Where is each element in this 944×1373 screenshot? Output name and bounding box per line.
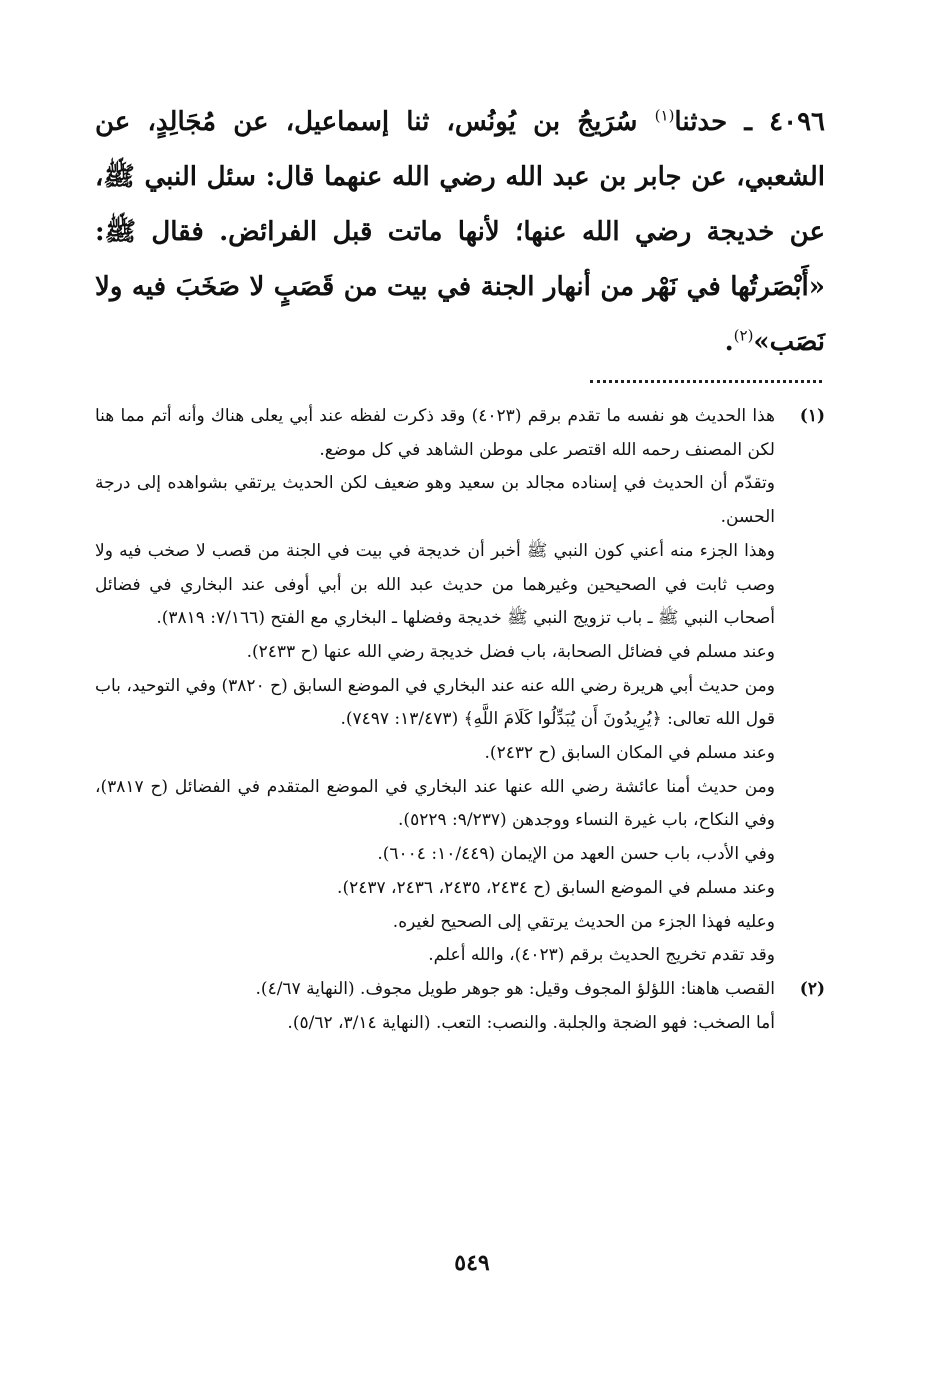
footnote-separator (590, 380, 822, 383)
footnote-1-paragraph: وهذا الجزء منه أعني كون النبي ﷺ أخبر أن خديجة في بيت في الجنة من قصب لا صخب فيه ولا وصب ثابت في الصحيحين وغيرهما من حديث عبد الله بن أبي أوفى عند البخاري في فضائل أصحاب النبي ﷺ ـ باب تزويج النبي ﷺ خديجة وفضلها ـ البخاري مع الفتح (٧/١٦٦: ٣٨١٩). (95, 540, 775, 629)
footnote-2-paragraph: القصب هاهنا: اللؤلؤ المجوف وقيل: هو جوهر طويل مجوف. (النهاية ٤/٦٧). (255, 978, 775, 999)
footnotes (95, 400, 825, 1040)
footnote-1-paragraph: وعند مسلم في المكان السابق (ح ٢٤٣٢). (484, 743, 775, 764)
hadith-dash: ـ (744, 107, 752, 137)
footnote-1-paragraph: وفي الأدب، باب حسن العهد من الإيمان (١٠/٤٤٩: ٦٠٠٤). (377, 844, 775, 865)
hadith-number: ٤٠٩٦ (769, 107, 826, 137)
footnote-1-paragraph: هذا الحديث هو نفسه ما تقدم برقم (٤٠٢٣) وقد ذكرت لفظه عند أبي يعلى هناك وأنه أتم مما هنا لكن المصنف رحمه الله اقتصر على موطن الشاهد في كل موضع. (95, 406, 775, 460)
footnote-1-paragraph: وعند مسلم في فضائل الصحابة، باب فضل خديجة رضي الله عنها (ح ٢٤٣٣). (246, 641, 775, 662)
footnote-2 (95, 973, 825, 1040)
footnote-2-marker: (٢) (799, 978, 825, 999)
hadith-body: سُرَيجُ بن يُونُس، ثنا إسماعيل، عن مُجَالِدٍ، عن الشعبي، عن جابر بن عبد الله رضي الله عنهما قال: سئل النبي ﷺ، عن خديجة رضي الله عنها؛ لأنها ماتت قبل الفرائض. فقال ﷺ: «أَبْصَرتُها في نَهْر من أنهار الجنة في بيت من قَصَبٍ لا صَخَبَ فيه ولا نَصَب» (95, 107, 825, 357)
hadith-text (95, 95, 825, 370)
footnote-1-paragraph: ومن حديث أبي هريرة رضي الله عنه عند البخاري في الموضع السابق (ح ٣٨٢٠) وفي التوحيد، باب قول الله تعالى: ﴿يُرِيدُونَ أَن يُبَدِّلُوا كَلَامَ اللَّهِ﴾ (١٣/٤٧٣: ٧٤٩٧). (95, 675, 775, 730)
hadith-opening: حدثنا (674, 107, 728, 137)
footnote-1-marker: (١) (799, 406, 825, 426)
footnote-1-paragraph: وعليه فهذا الجزء من الحديث يرتقي إلى الصحيح لغيره. (392, 911, 775, 932)
footnote-1-paragraph: وعند مسلم في الموضع السابق (ح ٢٤٣٤، ٢٤٣٥، ٢٤٣٦، ٢٤٣٧). (337, 877, 775, 898)
footnote-1-paragraph: وقد تقدم تخريج الحديث برقم (٤٠٢٣)، والله أعلم. (428, 945, 775, 966)
hadith-end: . (724, 327, 734, 357)
footnote-1 (95, 400, 825, 973)
page-number: ٥٤٩ (454, 1250, 490, 1276)
footnote-1-paragraph: وتقدّم أن الحديث في إسناده مجالد بن سعيد وهو ضعيف لكن الحديث يرتقي بشواهده إلى درجة الحسن. (95, 473, 775, 528)
footnote-ref-2[interactable]: (٢) (733, 326, 754, 345)
footnote-ref-1[interactable]: (١) (654, 106, 675, 125)
footnote-1-paragraph: ومن حديث أمنا عائشة رضي الله عنها عند البخاري في الموضع المتقدم في الفضائل (ح ٣٨١٧)، وفي النكاح، باب غيرة النساء ووجدهن (٩/٢٣٧: ٥٢٢٩). (95, 776, 775, 831)
footnote-2-paragraph: أما الصخب: فهو الضجة والجلبة. والنصب: التعب. (النهاية ٣/١٤، ٥/٦٢). (287, 1012, 775, 1033)
